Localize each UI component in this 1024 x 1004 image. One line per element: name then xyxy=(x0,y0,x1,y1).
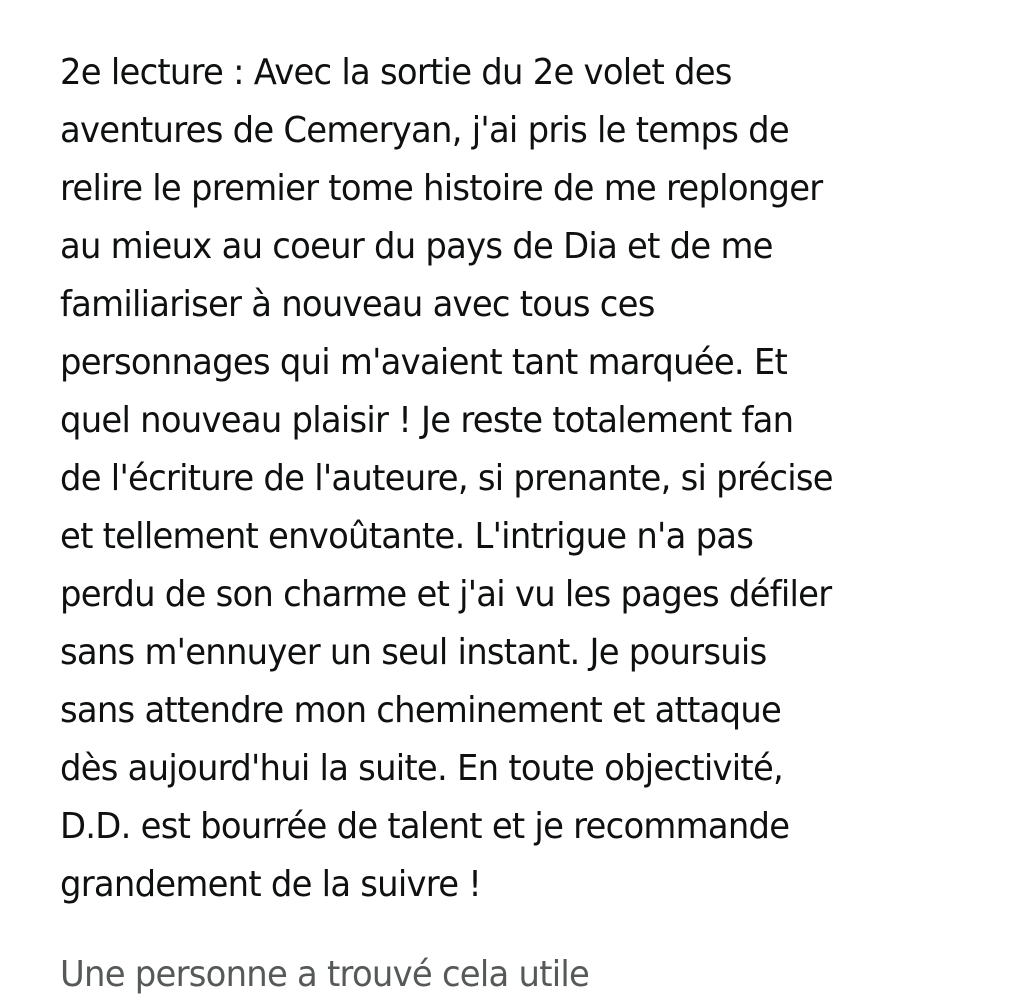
review-line: relire le premier tome histoire de me replonger xyxy=(60,168,823,209)
review-line: 2e lecture : Avec la sortie du 2e volet des xyxy=(60,52,732,93)
review-line: D.D. est bourrée de talent et je recommande xyxy=(60,806,790,847)
review-line: personnages qui m'avaient tant marquée. Et xyxy=(60,342,788,383)
review-line: dès aujourd'hui la suite. En toute objectivité, xyxy=(60,748,784,789)
review-text xyxy=(60,44,1000,914)
review-line: grandement de la suivre ! xyxy=(60,864,482,905)
review-line: sans attendre mon cheminement et attaque xyxy=(60,690,782,731)
review-line: quel nouveau plaisir ! Je reste totalement fan xyxy=(60,400,794,441)
review-line: perdu de son charme et j'ai vu les pages défiler xyxy=(60,574,832,615)
review-line: de l'écriture de l'auteure, si prenante, si précise xyxy=(60,458,833,499)
review-line: et tellement envoûtante. L'intrigue n'a pas xyxy=(60,516,754,557)
review-line: au mieux au coeur du pays de Dia et de me xyxy=(60,226,773,267)
review-line: sans m'ennuyer un seul instant. Je poursuis xyxy=(60,632,767,673)
review-line: familiariser à nouveau avec tous ces xyxy=(60,284,655,325)
review-line: aventures de Cemeryan, j'ai pris le temps de xyxy=(60,110,789,151)
helpful-count-text: Une personne a trouvé cela utile xyxy=(60,954,590,995)
